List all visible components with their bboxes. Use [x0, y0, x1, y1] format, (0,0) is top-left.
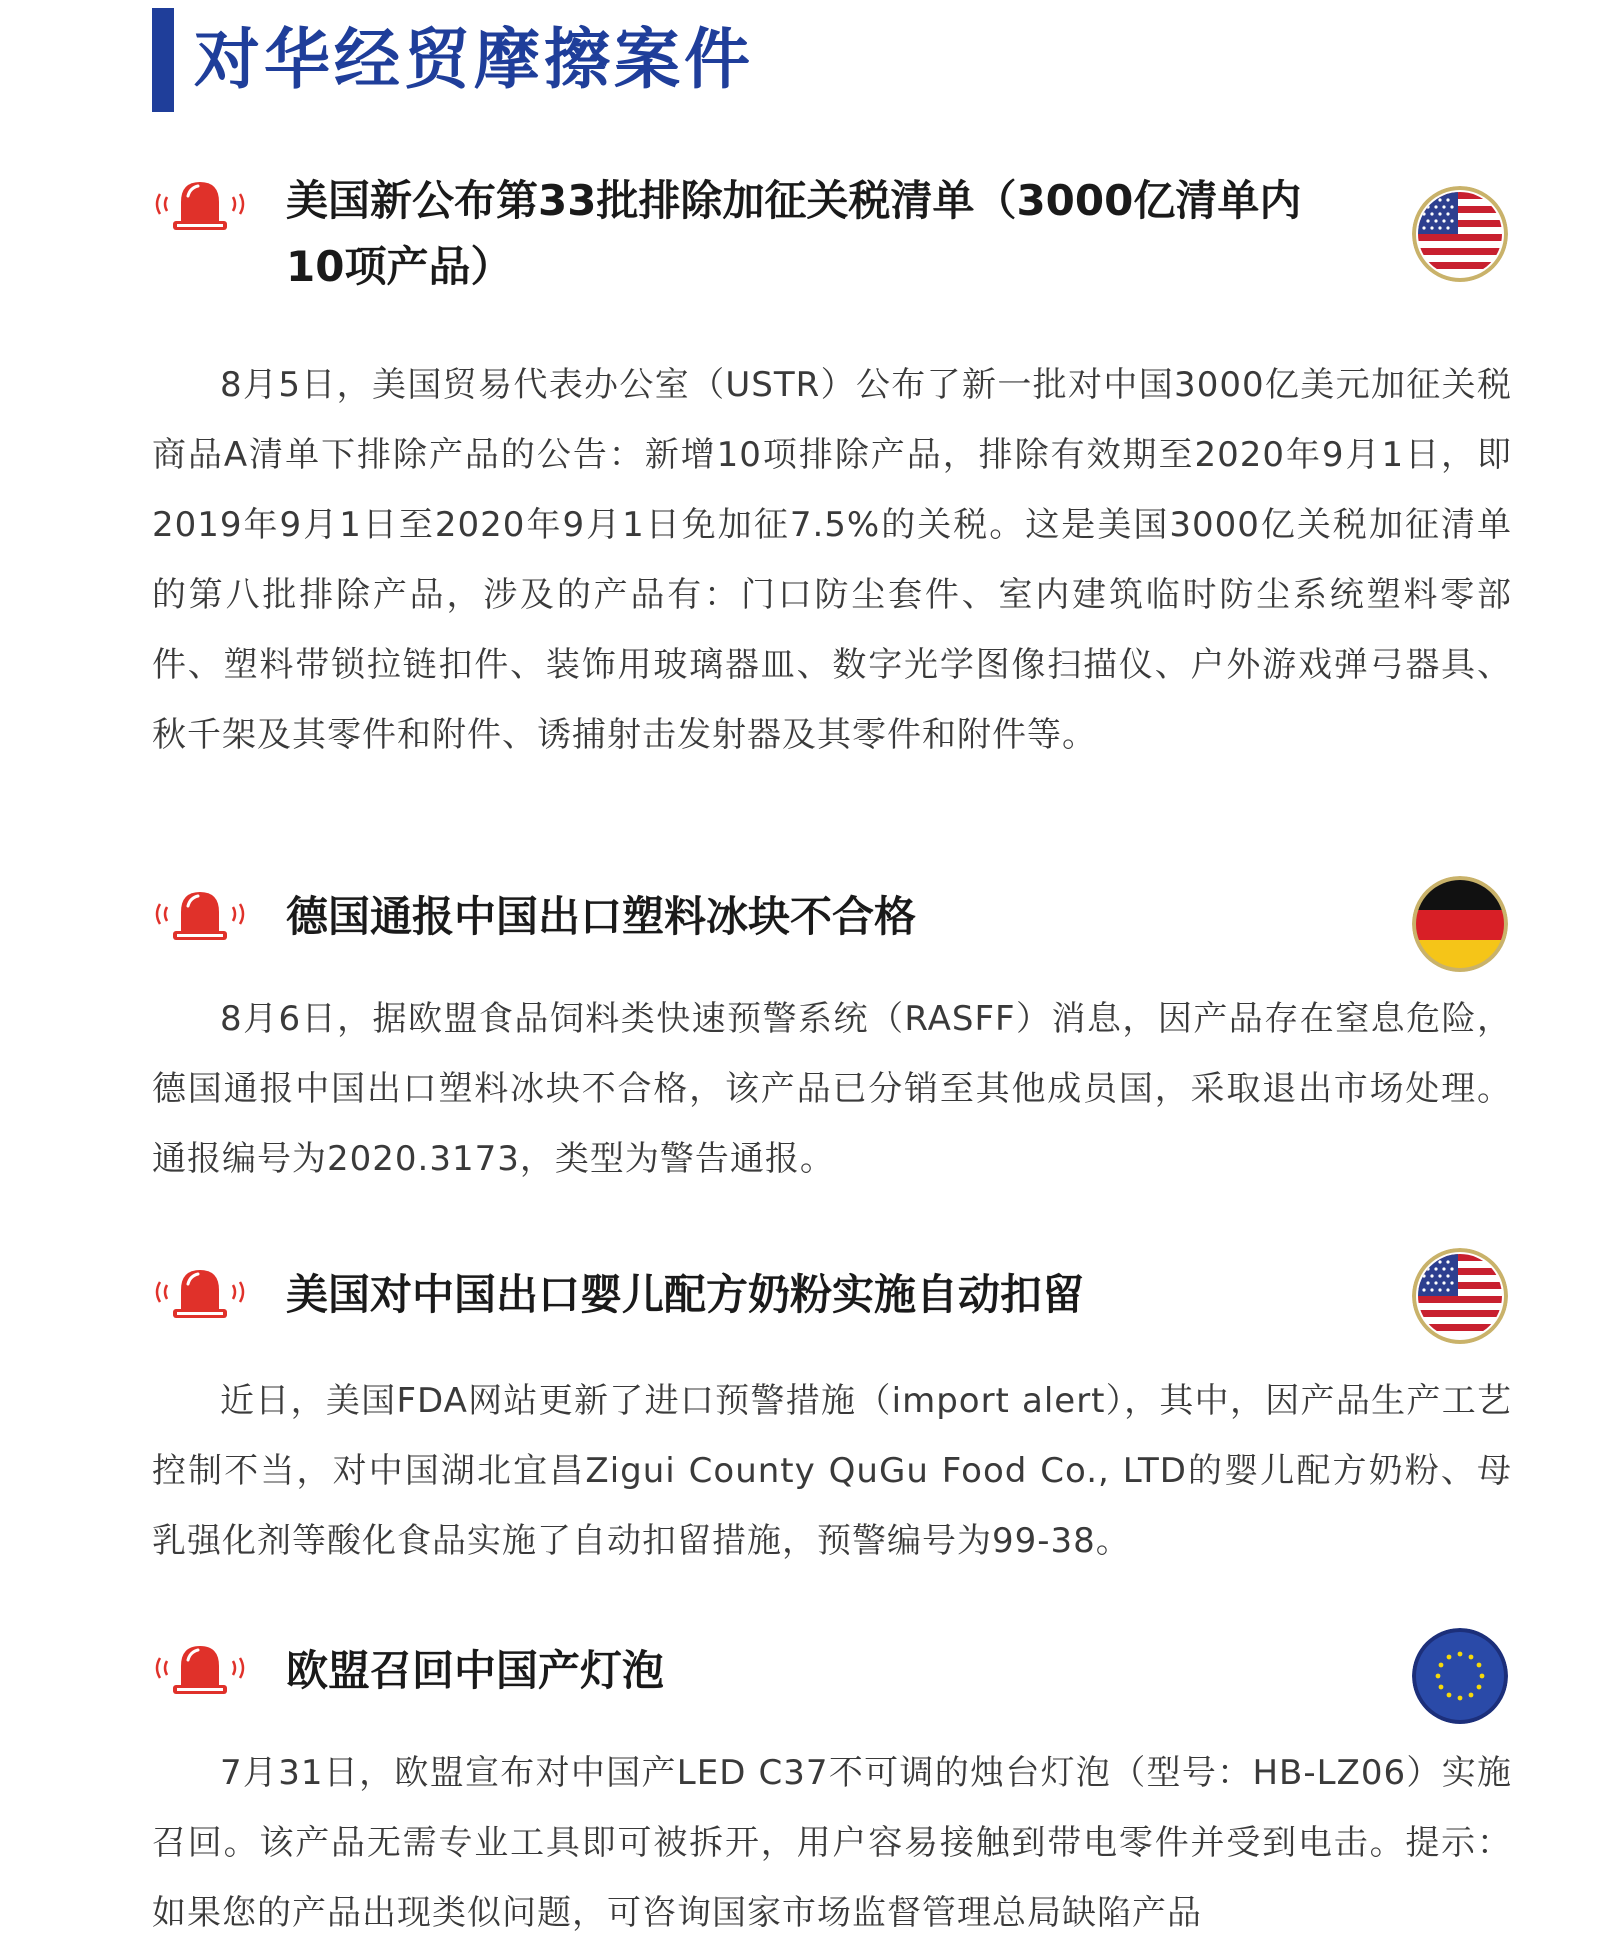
page-title: 对华经贸摩擦案件	[194, 21, 754, 98]
alarm-bell-icon	[152, 886, 248, 946]
case-body: 7月31日，欧盟宣布对中国产LED C37不可调的烛台灯泡（型号：HB-LZ06）实施召回。该产品无需专业工具即可被拆开，用户容易接触到带电零件并受到电击。提示：如果您的产品出现类似问题，可咨询国家市场监督管理总局缺陷产品	[152, 1753, 1512, 1933]
case-item	[152, 880, 1512, 1194]
header-accent-bar	[152, 8, 174, 112]
us-flag-icon	[1412, 1248, 1508, 1344]
case-body: 8月5日，美国贸易代表办公室（USTR）公布了新一批对中国3000亿美元加征关税商品A清单下排除产品的公告：新增10项排除产品，排除有效期至2020年9月1日，即2019年9月1日至2020年9月1日免加征7.5%的关税。这是美国3000亿关税加征清单的第八批排除产品，涉及的产品有：门口防尘套件、室内建筑临时防尘系统塑料零部件、塑料带锁拉链扣件、装饰用玻璃器皿、数字光学图像扫描仪、户外游戏弹弓器具、秋千架及其零件和附件、诱捕射击发射器及其零件和附件等。	[152, 365, 1512, 755]
case-item	[152, 1634, 1512, 1948]
alarm-bell-icon	[152, 1640, 248, 1700]
case-body: 8月6日，据欧盟食品饲料类快速预警系统（RASFF）消息，因产品存在窒息危险，德国通报中国出口塑料冰块不合格，该产品已分销至其他成员国，采取退出市场处理。通报编号为2020.3173，类型为警告通报。	[152, 999, 1512, 1179]
us-flag-icon	[1412, 186, 1508, 282]
case-title: 美国新公布第33批排除加征关税清单（3000亿清单内10项产品）	[286, 176, 1302, 291]
case-header	[152, 880, 1512, 984]
case-body: 近日，美国FDA网站更新了进口预警措施（import alert），其中，因产品生产工艺控制不当，对中国湖北宜昌Zigui County QuGu Food Co., LTD的婴儿配方奶粉、母乳强化剂等酸化食品实施了自动扣留措施，预警编号为99-38。	[152, 1381, 1512, 1561]
case-title: 欧盟召回中国产灯泡	[286, 1646, 665, 1695]
alarm-bell-icon	[152, 1264, 248, 1324]
alarm-bell-icon	[152, 176, 248, 236]
case-item	[152, 168, 1512, 770]
case-title: 德国通报中国出口塑料冰块不合格	[286, 892, 917, 941]
section-header	[152, 8, 754, 112]
case-header	[152, 1258, 1512, 1366]
case-header	[152, 1634, 1512, 1738]
case-title: 美国对中国出口婴儿配方奶粉实施自动扣留	[286, 1270, 1085, 1319]
case-item	[152, 1258, 1512, 1576]
case-header	[152, 168, 1512, 350]
germany-flag-icon	[1412, 876, 1508, 972]
eu-flag-icon	[1412, 1628, 1508, 1724]
